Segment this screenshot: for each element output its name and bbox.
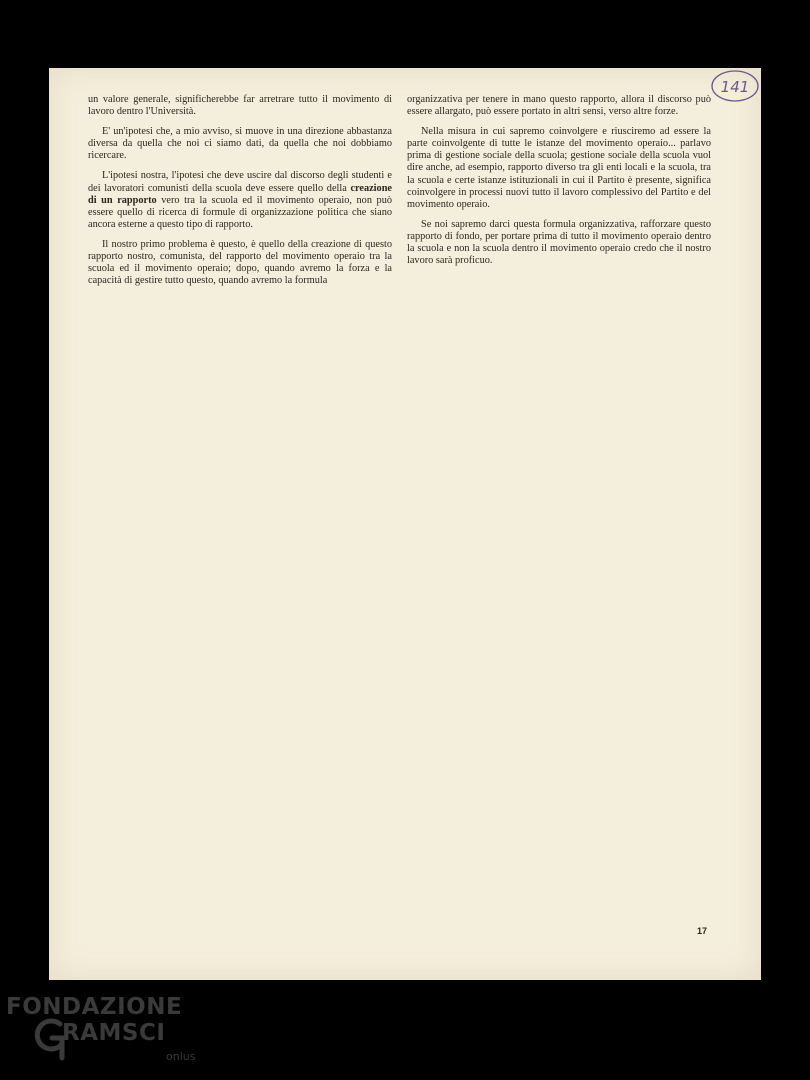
right-paragraph-1: organizzativa per tenere in mano questo rapporto, allora il discorso può essere allargato, può essere portato in altri sensi, verso altre forze. [407,94,711,118]
watermark-line-1: FONDAZIONE [6,994,183,1020]
watermark-line-2: RAMSCI [62,1020,166,1046]
left-paragraph-4: Il nostro primo problema è questo, è quello della creazione di questo rapporto nostro, comunista, del rapporto del movimento operaio tra la scuola ed il movimento operaio; dopo, quando avremo la forza e la capacità di gestire tutto questo, quando avremo la formula [88,238,392,287]
archive-number-stamp [709,68,761,104]
scanned-page [49,68,761,980]
left-column [88,94,392,295]
left-paragraph-3-bold: creazione di un rapporto [88,182,392,206]
left-paragraph-3-start: L'ipotesi nostra, l'ipotesi che deve uscire dal discorso degli studenti e dei lavoratori comunisti della scuola deve essere quello della [88,170,392,194]
handwritten-circle-icon [709,68,761,104]
gramsci-g-logo-icon [32,1014,66,1066]
right-paragraph-3: Se noi sapremo darci questa formula organizzativa, rafforzare questo rapporto di fondo, per portare prima di tutto il movimento operaio dentro la scuola e non la scuola dentro il movimento operaio credo che il nostro lavoro sarà proficuo. [407,218,711,267]
page-number: 17 [696,926,707,936]
fondazione-gramsci-watermark [6,994,206,1074]
left-paragraph-1: un valore generale, significherebbe far arretrare tutto il movimento di lavoro dentro l'Università. [88,94,392,118]
left-paragraph-3-end: vero tra la scuola ed il movimento operaio, non può essere quello di ricerca di formule di organizzazione politica che siano ancora esterne a questo tipo di rapporto. [88,194,392,230]
right-paragraph-2: Nella misura in cui sapremo coinvolgere e riusciremo ad essere la parte coinvolgente di tutte le istanze del movimento operaio... parlavo prima di gestione sociale della scuola; gestione sociale della scuola vuol dire anche, ad esempio, rapporto diverso tra gli enti locali e la scuola, tra la scuola e certe istanze istituzionali in cui il Partito è presente, significa coinvolgere in processi nuovi tutto il lavoro complessivo del Partito e del movimento operaio. [407,126,711,210]
left-paragraph-3 [88,170,392,230]
watermark-suffix: onlus [166,1050,196,1063]
left-paragraph-2: E' un'ipotesi che, a mio avviso, si muove in una direzione abbastanza diversa da quella che noi ci siamo dati, da quella che noi dobbiamo ricercare. [88,126,392,162]
archive-number-text: 141 [720,78,750,96]
right-column [407,94,711,275]
